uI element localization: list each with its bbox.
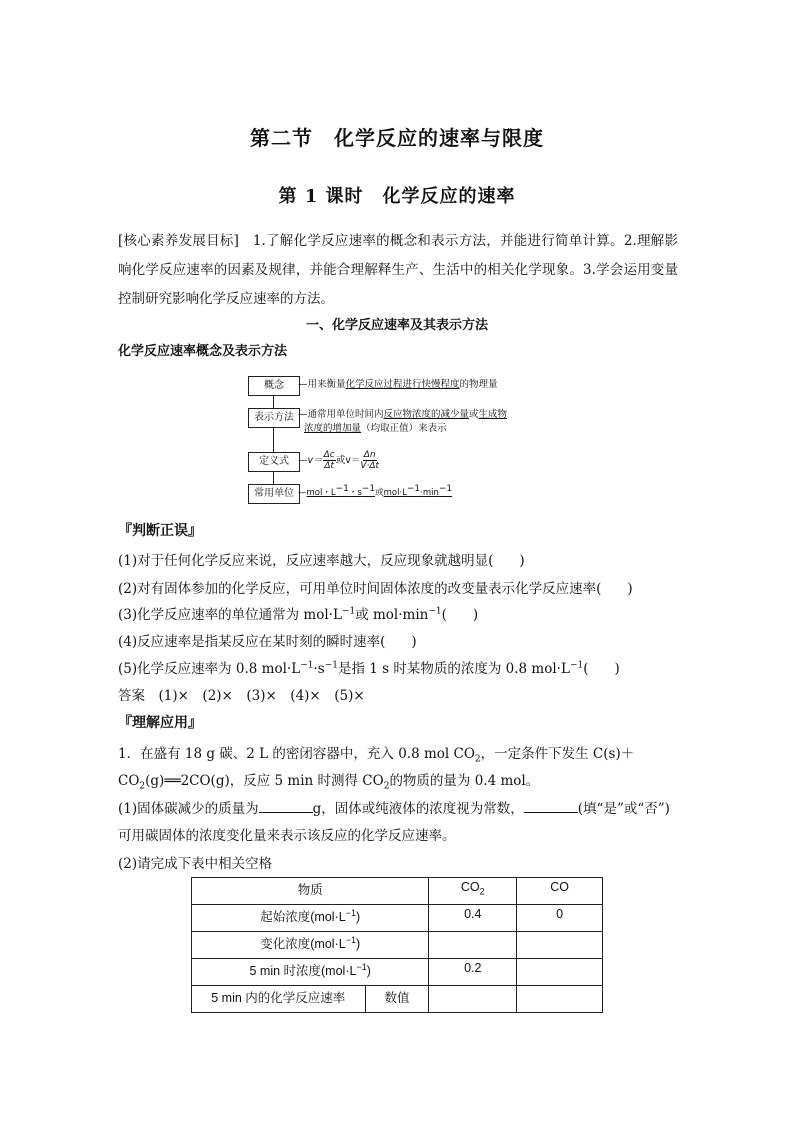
judge-answer: 答案 (1)× (2)× (3)× (4)× (5)× bbox=[118, 688, 365, 704]
question-1-part-2: (2)请完成下表中相关空格 bbox=[118, 856, 273, 872]
table-cell[interactable] bbox=[517, 932, 603, 959]
table-row-label: 5 min 内的化学反应速率 bbox=[192, 986, 366, 1013]
diagram-text-unit: —mol・$L^{-1}$・$s^{-1}$或$mol\cdot L^{-1}\cdot\min^{-1}$ bbox=[298, 484, 453, 498]
diagram-text-method: —通常用单位时间内反应物浓度的减少量或生成物 浓度的增加量（均取正值）来表示 bbox=[298, 409, 508, 434]
diagram-formula: —v＝ $\frac{\Delta c}{\Delta t}$ 或v＝ $\frac{\Delta n}{V\cdot\Delta t}$ bbox=[298, 450, 380, 471]
concentration-table bbox=[191, 877, 603, 1013]
diagram-box-concept: 概念 bbox=[248, 376, 300, 396]
table-header-co: CO bbox=[517, 878, 603, 905]
table-row-label: 变化浓度$(mol\cdot L^{-1})$ bbox=[192, 932, 429, 959]
table-cell: 0 bbox=[517, 905, 603, 932]
table-row bbox=[192, 959, 603, 986]
judge-item-3: (3)化学反应速率的单位通常为 $mol\cdot L^{-1}$或 $mol\cdot\min^{-1}$( ) bbox=[118, 606, 479, 623]
question-1-line-2: $CO_2(g)══2CO(g)$，反应 5 min 时测得 $CO_2$的物质的量为 0.4 mol。 bbox=[118, 773, 540, 792]
table-row-label: 起始浓度$(mol\cdot L^{-1})$ bbox=[192, 905, 429, 932]
diagram-box-formula: 定义式 bbox=[248, 452, 300, 472]
table-header-co2: $CO_2$ bbox=[429, 878, 517, 905]
table-cell[interactable] bbox=[517, 986, 603, 1013]
table-cell[interactable] bbox=[429, 986, 517, 1013]
judge-item-5: (5)化学反应速率为 0.8 $mol\cdot L^{-1}\cdot s^{-1}$是指 1 s 时某物质的浓度为 0.8 $mol\cdot L^{-1}$( ) bbox=[118, 660, 620, 677]
table-cell[interactable] bbox=[517, 959, 603, 986]
lesson-subtitle: 第 1 课时 化学反应的速率 bbox=[278, 186, 516, 207]
question-1-part-1-cont: 可用碳固体的浓度变化量来表示该反应的化学反应速率。 bbox=[118, 828, 456, 844]
answer-blank-mass[interactable] bbox=[259, 798, 313, 813]
judge-item-4: (4)反应速率是指某反应在某时刻的瞬时速率( ) bbox=[118, 634, 417, 650]
question-1-line-1: 1．在盛有 18 g 碳、2 L 的密闭容器中，充入 0.8 mol $CO_2$，一定条件下发生 C(s)＋ bbox=[118, 746, 635, 765]
judge-item-2: (2)对有固体参加的化学反应，可用单位时间固体浓度的改变量表示化学反应速率( ) bbox=[118, 581, 633, 597]
table-row bbox=[192, 878, 603, 905]
diagram-box-unit: 常用单位 bbox=[248, 484, 300, 504]
table-header-substance: 物质 bbox=[192, 878, 429, 905]
table-cell: 0.4 bbox=[429, 905, 517, 932]
table-cell[interactable] bbox=[429, 932, 517, 959]
judge-item-1: (1)对于任何化学反应来说，反应速率越大，反应现象就越明显( ) bbox=[118, 553, 525, 569]
learning-objectives: [核心素养发展目标] 1.了解化学反应速率的概念和表示方法，并能进行简单计算。2.理解影响化学反应速率的因素及规律，并能合理解释生产、生活中的相关化学现象。3.学会运用变量控制研究影响化学反应速率的方法。 bbox=[118, 233, 678, 307]
table-row bbox=[192, 986, 603, 1013]
section-heading: 一、化学反应速率及其表示方法 bbox=[305, 318, 488, 333]
table-cell: 0.2 bbox=[429, 959, 517, 986]
answer-blank-yesno[interactable] bbox=[524, 798, 578, 813]
page-title: 第二节 化学反应的速率与限度 bbox=[250, 126, 544, 150]
table-row-label: 5 min 时浓度$(mol\cdot L^{-1})$ bbox=[192, 959, 429, 986]
table-row bbox=[192, 905, 603, 932]
table-row bbox=[192, 932, 603, 959]
diagram-box-method: 表示方法 bbox=[248, 408, 300, 428]
table-row-label: 数值 bbox=[365, 986, 429, 1013]
apply-header: 『理解应用』 bbox=[118, 715, 202, 731]
question-1-part-1: (1)固体碳减少的质量为 g，固体或纯液体的浓度视为常数， (填“是”或“否”) bbox=[118, 797, 683, 817]
judge-header: 『判断正误』 bbox=[118, 523, 202, 539]
section-subheading: 化学反应速率概念及表示方法 bbox=[118, 344, 288, 359]
diagram-text-concept: —用来衡量化学反应过程进行快慢程度的物理量 bbox=[298, 379, 498, 390]
